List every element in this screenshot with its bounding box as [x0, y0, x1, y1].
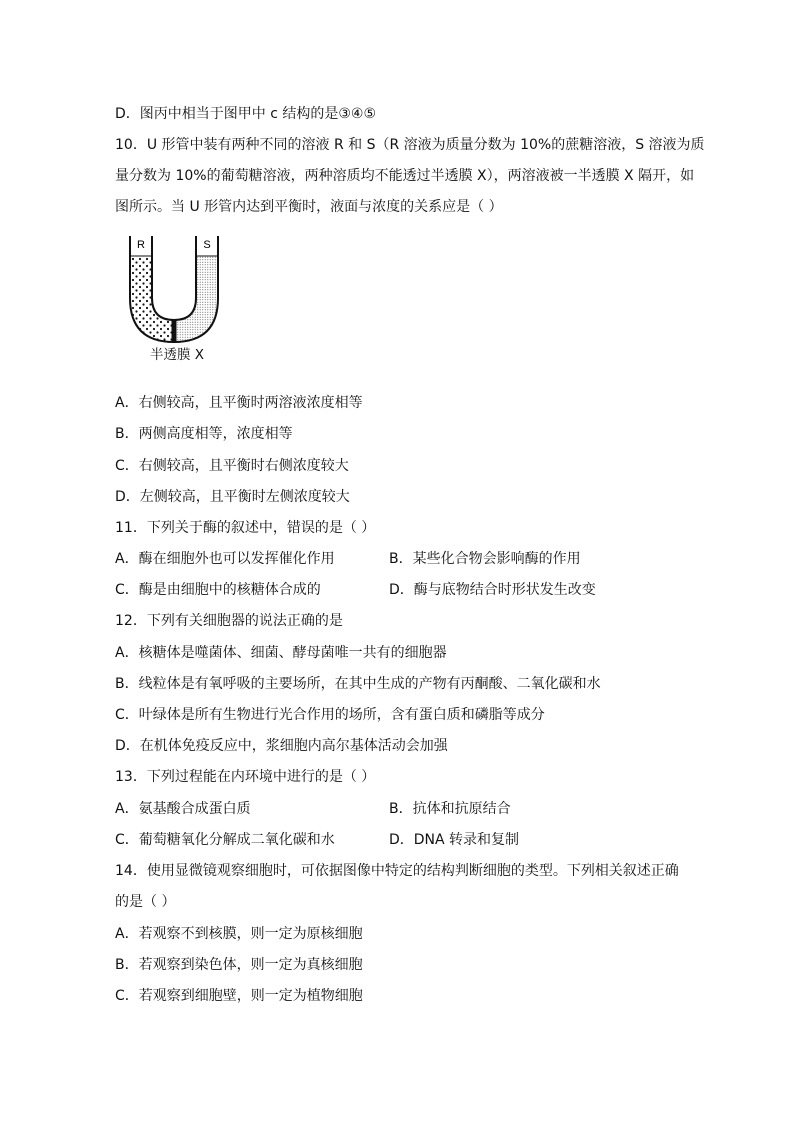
q11-stem: 11．下列关于酶的叙述中，错误的是（ ） [115, 520, 376, 536]
q10-option-b: B．两侧高度相等，浓度相等 [115, 426, 293, 442]
q14-option-b: B．若观察到染色体，则一定为真核细胞 [115, 957, 363, 973]
q10-option-d: D．左侧较高，且平衡时左侧浓度较大 [115, 489, 350, 505]
q10-option-c: C．右侧较高，且平衡时右侧浓度较大 [115, 458, 349, 474]
q9-option-d: D．图丙中相当于图甲中 c 结构的是③④⑤ [115, 106, 377, 122]
q14-option-c: C．若观察到细胞壁，则一定为植物细胞 [115, 988, 363, 1004]
q12-stem: 12．下列有关细胞器的说法正确的是 [115, 613, 343, 629]
q12-option-d: D．在机体免疫反应中，浆细胞内高尔基体活动会加强 [115, 738, 448, 754]
semipermeable-membrane [172, 320, 177, 342]
q12-option-b: B．线粒体是有氧呼吸的主要场所，在其中生成的产物有丙酮酸、二氧化碳和水 [115, 676, 601, 692]
figure-caption: 半透膜 X [150, 347, 205, 363]
q14-stem-1: 14．使用显微镜观察细胞时，可依据图像中特定的结构判断细胞的类型。下列相关叙述正确 [115, 863, 679, 879]
q11-option-b: B．某些化合物会影响酶的作用 [389, 551, 581, 567]
q14-stem-2: 的是（ ） [115, 894, 176, 910]
q13-option-c: C．葡萄糖氧化分解成二氧化碳和水 [115, 832, 335, 848]
label-s: S [203, 239, 211, 251]
q11-option-c: C．酶是由细胞中的核糖体合成的 [115, 582, 321, 598]
q13-option-a: A．氨基酸合成蛋白质 [115, 801, 251, 817]
q10-stem-3: 图所示。当 U 形管内达到平衡时，液面与浓度的关系应是（ ） [115, 199, 503, 215]
label-r: R [137, 239, 145, 251]
q13-stem: 13．下列过程能在内环境中进行的是（ ） [115, 769, 376, 785]
q10-stem-1: 10．U 形管中装有两种不同的溶液 R 和 S（R 溶液为质量分数为 10%的蔗糖溶液，S 溶液为质 [115, 137, 705, 153]
q10-stem-2: 量分数为 10%的葡萄糖溶液，两种溶质均不能透过半透膜 X），两溶液被一半透膜 X 隔开，如 [115, 168, 695, 184]
u-tube-inner-wall [152, 236, 196, 320]
q14-option-a: A．若观察不到核膜，则一定为原核细胞 [115, 926, 363, 942]
q11-option-d: D．酶与底物结合时形状发生改变 [389, 582, 596, 598]
q12-option-a: A．核糖体是噬菌体、细菌、酵母菌唯一共有的细胞器 [115, 645, 447, 661]
q13-option-b: B．抗体和抗原结合 [389, 801, 511, 817]
q12-option-c: C．叶绿体是所有生物进行光合作用的场所，含有蛋白质和磷脂等成分 [115, 707, 545, 723]
q13-option-d: D．DNA 转录和复制 [389, 832, 520, 848]
q11-option-a: A．酶在细胞外也可以发挥催化作用 [115, 551, 335, 567]
q10-option-a: A．右侧较高，且平衡时两溶液浓度相等 [115, 395, 363, 411]
